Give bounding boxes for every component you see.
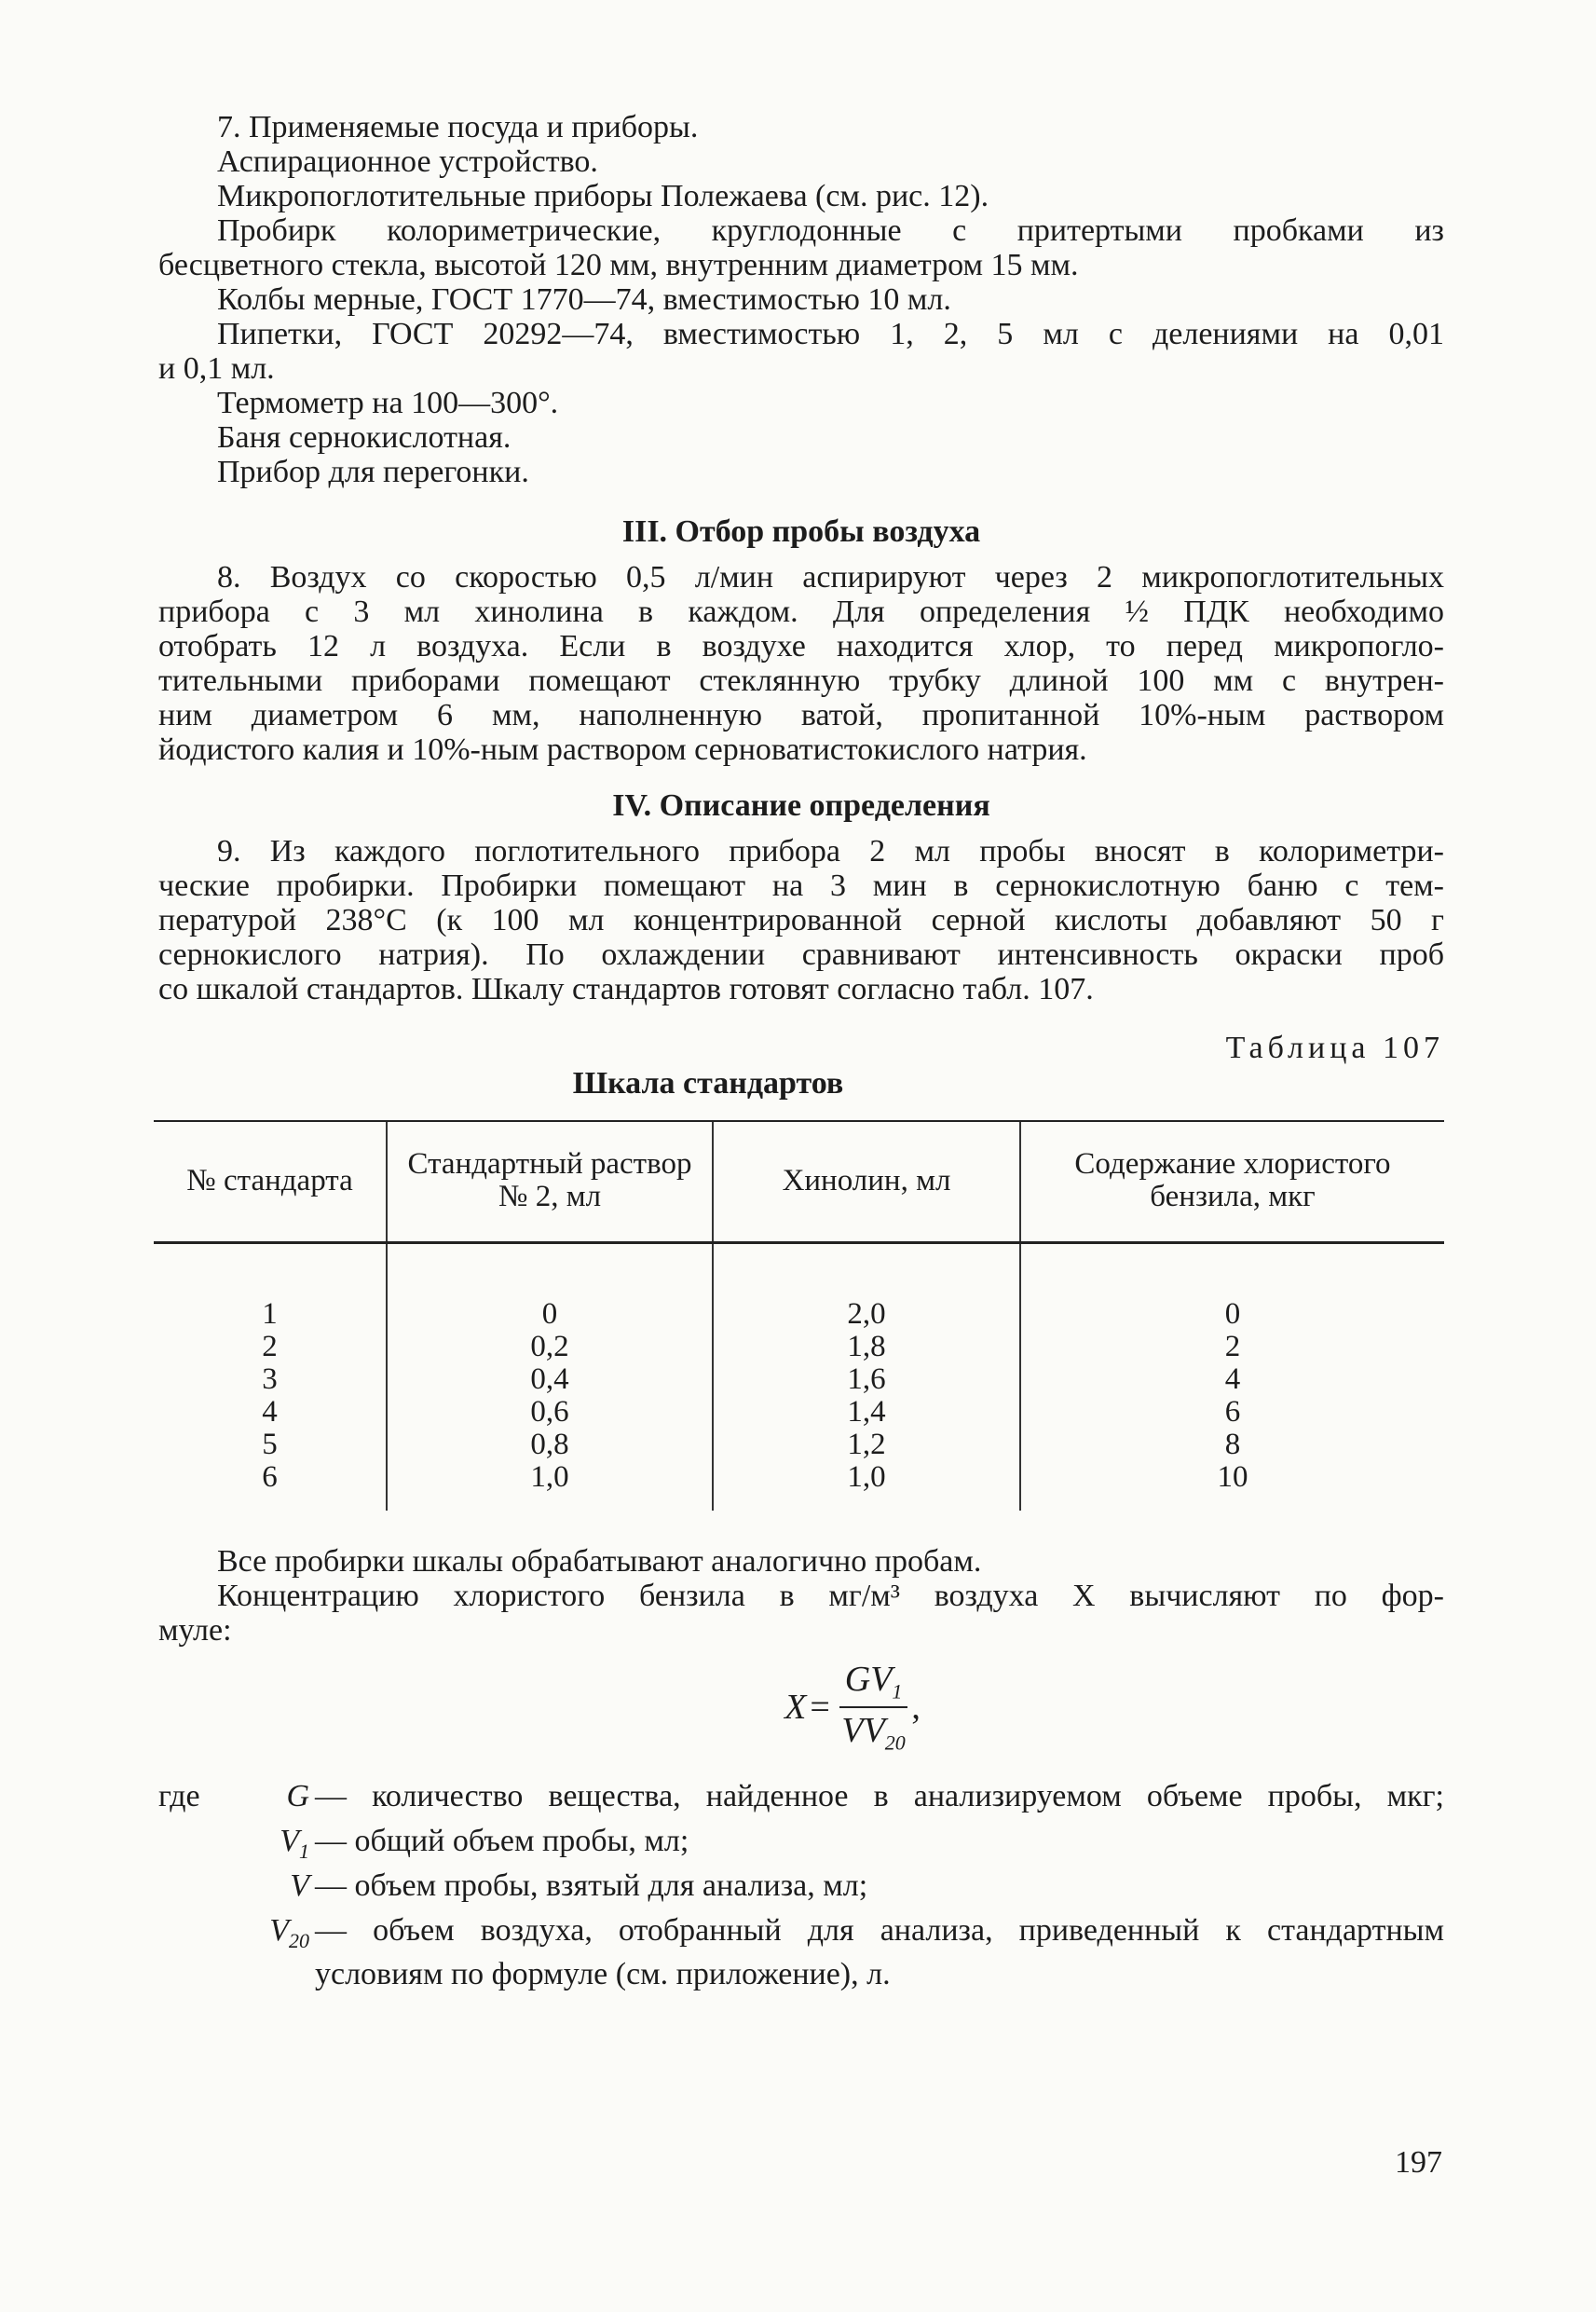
definition-spacer <box>158 1824 233 1868</box>
header-benzyl-chloride-content: Содержание хлористого бензила, мкг <box>1020 1121 1444 1243</box>
equipment-item: Микропоглотительные приборы Полежаева (см. рис. 12). <box>217 179 989 213</box>
equipment-item: Пробирк колориметрические, круглодонные с притертыми пробками из <box>217 213 1444 248</box>
table-row <box>154 1429 1444 1461</box>
section-3-heading: III. Отбор пробы воздуха <box>621 514 981 549</box>
standards-table <box>154 1120 1444 1511</box>
definition-continuation-row <box>158 1957 1444 1991</box>
table-cell: 1,0 <box>387 1461 713 1511</box>
definition-text: — объем воздуха, отобранный для анализа, приведенный к стандартным <box>315 1912 1444 1948</box>
paragraph-line: отобрать 12 л воздуха. Если в воздухе находится хлор, то перед микропогло- <box>158 629 1444 664</box>
formula-numerator <box>839 1659 908 1708</box>
header-quinoline: Хинолин, мл <box>713 1121 1020 1243</box>
equipment-item-continuation: и 0,1 мл. <box>158 351 275 386</box>
table-cell: 2,0 <box>713 1243 1020 1332</box>
equipment-item-continuation: бесцветного стекла, высотой 120 мм, внутренним диаметром 15 мм. <box>158 248 1079 282</box>
table-row <box>154 1461 1444 1511</box>
definition-symbol <box>233 1913 309 1958</box>
table-cell: 1,4 <box>713 1396 1020 1429</box>
numerator-subscript: 1 <box>892 1679 903 1703</box>
table-cell: 6 <box>1020 1396 1444 1429</box>
denominator-text: VV <box>841 1710 885 1750</box>
formula-lhs: X <box>784 1687 807 1727</box>
equipment-item: Термометр на 100—300°. <box>217 386 559 420</box>
table-cell: 8 <box>1020 1429 1444 1461</box>
formula-fraction <box>839 1659 908 1755</box>
header-standard-solution: Стандартный раствор № 2, мл <box>387 1121 713 1243</box>
table-cell: 0 <box>387 1243 713 1332</box>
table-cell: 2 <box>1020 1331 1444 1363</box>
table-cell: 0,2 <box>387 1331 713 1363</box>
concentration-formula <box>261 1659 1444 1755</box>
definition-spacer <box>233 1957 309 1991</box>
table-cell: 1 <box>262 1297 278 1331</box>
definition-spacer <box>158 1868 233 1913</box>
paragraph-line: Концентрацию хлористого бензила в мг/м³ воздуха X вычисляют по фор- <box>217 1579 1444 1613</box>
table-cell: 3 <box>262 1362 278 1396</box>
symbol-letter: G <box>286 1779 309 1814</box>
definition-row <box>158 1913 1444 1958</box>
paragraph-line: со шкалой стандартов. Шкалу стандартов готовят согласно табл. 107. <box>158 972 1094 1006</box>
page-number: 197 <box>1395 2145 1442 2180</box>
table-cell: 6 <box>262 1460 278 1494</box>
equipment-item: Прибор для перегонки. <box>217 455 529 489</box>
table-cell: 0 <box>1020 1243 1444 1332</box>
formula-comma: , <box>911 1687 921 1727</box>
header-standard-number: № стандарта <box>154 1121 387 1243</box>
section-4-heading: IV. Описание определения <box>612 788 990 823</box>
after-table-text <box>158 1544 1444 1648</box>
paragraph-line: йодистого калия и 10%-ным раствором серноватистокислого натрия. <box>158 732 1087 767</box>
table-row <box>154 1363 1444 1396</box>
table-header-row <box>154 1121 1444 1243</box>
paragraph-line: 9. Из каждого поглотительного прибора 2 мл пробы вносят в колориметри- <box>217 834 1444 869</box>
definition-symbol <box>233 1868 309 1913</box>
definition-row <box>158 1824 1444 1868</box>
paragraph-line: прибора с 3 мл хинолина в каждом. Для определения ½ ПДК необходимо <box>158 595 1444 629</box>
definition-row <box>158 1868 1444 1913</box>
equipment-item: Баня сернокислотная. <box>217 420 512 455</box>
definition-text: — количество вещества, найденное в анализируемом объеме пробы, мкг; <box>315 1779 1444 1814</box>
symbol-letter: V <box>290 1867 309 1903</box>
table-cell: 4 <box>1020 1363 1444 1396</box>
table-cell: 5 <box>262 1428 278 1461</box>
formula-equals: = <box>810 1687 830 1727</box>
section-3-body <box>158 560 1444 767</box>
table-cell: 0,8 <box>387 1429 713 1461</box>
definition-row <box>158 1779 1444 1824</box>
table-label: Таблица 107 <box>1225 1031 1444 1065</box>
symbol-letter: V <box>269 1912 289 1948</box>
table-cell: 1,0 <box>713 1461 1020 1511</box>
document-page <box>158 110 1444 1991</box>
paragraph-line: пературой 238°C (к 100 мл концентрированной серной кислоты добавляют 50 г <box>158 903 1444 937</box>
paragraph-line: муле: <box>158 1613 232 1648</box>
symbol-subscript: 20 <box>289 1928 309 1952</box>
equipment-item: Колбы мерные, ГОСТ 1770—74, вместимостью 10 мл. <box>217 282 951 317</box>
table-row <box>154 1396 1444 1429</box>
paragraph-line: 8. Воздух со скоростью 0,5 л/мин аспирируют через 2 микропоглотительных <box>217 560 1444 595</box>
definition-text: — объем пробы, взятый для анализа, мл; <box>315 1867 868 1903</box>
table-cell: 4 <box>262 1395 278 1429</box>
table-cell: 2 <box>262 1330 278 1363</box>
table-cell: 10 <box>1020 1461 1444 1511</box>
table-cell: 1,8 <box>713 1331 1020 1363</box>
definition-continuation: условиям по формуле (см. приложение), л. <box>315 1957 891 1992</box>
definition-spacer <box>158 1957 233 1991</box>
paragraph-line: Все пробирки шкалы обрабатывают аналогично пробам. <box>217 1544 982 1579</box>
paragraph-line: ним диаметром 6 мм, наполненную ватой, пропитанной 10%-ным раствором <box>158 698 1444 732</box>
paragraph-line: сернокислого натрия). По охлаждении сравнивают интенсивность окраски проб <box>158 937 1444 972</box>
paragraph-line: ческие пробирки. Пробирки помещают на 3 мин в сернокислотную баню с тем- <box>158 869 1444 903</box>
definition-spacer <box>158 1913 233 1958</box>
equipment-item: Пипетки, ГОСТ 20292—74, вместимостью 1, 2, 5 мл с делениями на 0,01 <box>217 317 1444 351</box>
section-4-body <box>158 834 1444 1006</box>
paragraph-line: тительными приборами помещают стеклянную трубку длиной 100 мм с внутрен- <box>158 664 1444 698</box>
definition-text: — общий объем пробы, мл; <box>315 1823 689 1858</box>
denominator-subscript: 20 <box>884 1731 906 1755</box>
where-word: где <box>158 1779 200 1814</box>
variable-definitions <box>158 1779 1444 1991</box>
equipment-item: Аспирационное устройство. <box>217 144 598 179</box>
definition-symbol <box>233 1779 309 1824</box>
table-cell: 0,6 <box>387 1396 713 1429</box>
table-cell: 1,2 <box>713 1429 1020 1461</box>
section-7-title: 7. Применяемые посуда и приборы. <box>217 110 699 144</box>
numerator-text: GV <box>844 1660 893 1699</box>
section-7 <box>158 110 1444 489</box>
symbol-letter: V <box>280 1823 299 1858</box>
formula-denominator <box>841 1708 905 1756</box>
table-title: Шкала стандартов <box>572 1066 844 1101</box>
table-cell: 0,4 <box>387 1363 713 1396</box>
table-cell: 1,6 <box>713 1363 1020 1396</box>
symbol-subscript: 1 <box>299 1839 309 1863</box>
definition-symbol <box>233 1824 309 1868</box>
table-row <box>154 1243 1444 1332</box>
table-row <box>154 1331 1444 1363</box>
